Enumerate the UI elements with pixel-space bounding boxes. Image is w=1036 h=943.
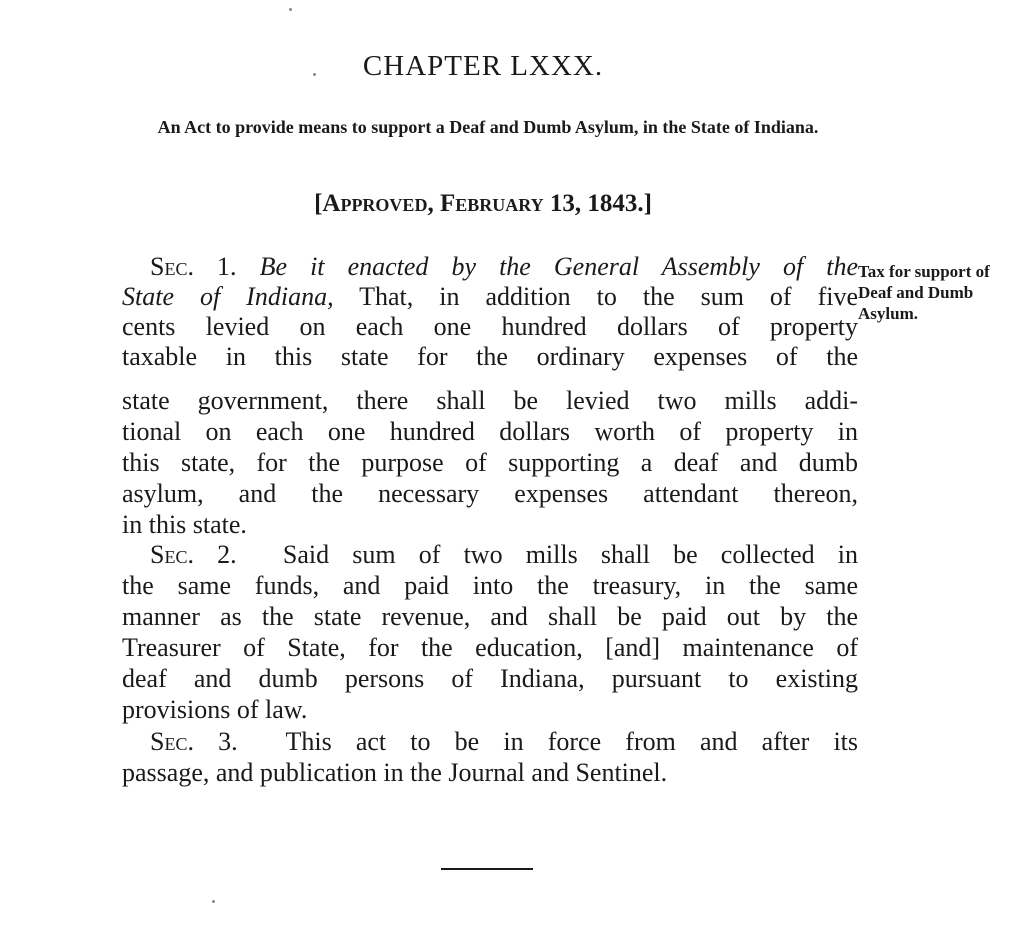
sec1-label: Sec. 1. [150, 252, 237, 281]
sec2-line-1 [150, 540, 858, 570]
approval-date-value: 13, 1843.] [543, 190, 652, 217]
scan-speck [289, 8, 292, 11]
sec1-line-1 [150, 252, 858, 282]
sec2-line-5: deaf and dumb persons of Indiana, pursuant to existing [122, 664, 858, 693]
sec1-line-2 [122, 282, 858, 312]
sec1-line-5: state government, there shall be levied two mills addi- [122, 386, 858, 415]
sec3-line-1 [150, 727, 858, 757]
sec2-line-1-text: Said sum of two mills shall be collected in [282, 540, 859, 569]
sec3-line-1-text: This act to be in force from and after its [285, 727, 859, 756]
approval-date [0, 190, 966, 218]
scan-speck [212, 900, 215, 903]
sec2-line-6: provisions of law. [122, 695, 308, 724]
chapter-heading: CHAPTER LXXX. [362, 50, 604, 82]
act-title: An Act to provide means to support a Deaf and Dumb Asylum, in the State of Indiana. [157, 117, 819, 137]
sec1-line-9: in this state. [122, 510, 247, 539]
sec2-line-2: the same funds, and paid into the treasury, in the same [122, 571, 858, 600]
sec1-line-2-rest: That, in addition to the sum of five [333, 282, 858, 311]
sec1-line-3: cents levied on each one hundred dollars of property [122, 312, 858, 341]
sec2-label: Sec. 2. [150, 540, 237, 569]
sec1-line-8: asylum, and the necessary expenses attendant thereon, [122, 479, 858, 508]
sec1-line-7: this state, for the purpose of supporting a deaf and dumb [122, 448, 858, 477]
scan-speck [313, 73, 316, 76]
closing-rule [441, 868, 533, 870]
margin-note: Tax for support of Deaf and Dumb Asylum. [858, 262, 990, 323]
sec1-enacting-clause: Be it enacted by the General Assembly of the [259, 252, 858, 281]
sec2-line-4: Treasurer of State, for the education, [and] maintenance of [122, 633, 858, 662]
approval-open-bracket: [ [314, 190, 323, 217]
sec1-line-6: tional on each one hundred dollars worth of property in [122, 417, 858, 446]
sec2-line-3: manner as the state revenue, and shall be paid out by the [122, 602, 858, 631]
approval-word: Approved, [322, 190, 434, 217]
approval-month: February [439, 190, 544, 217]
sec3-line-2: passage, and publication in the Journal and Sentinel. [122, 758, 668, 787]
sec1-state-phrase: State of Indiana, [122, 282, 334, 311]
sec3-label: Sec. 3. [150, 727, 238, 756]
sec1-line-4: taxable in this state for the ordinary expenses of the [122, 342, 858, 371]
